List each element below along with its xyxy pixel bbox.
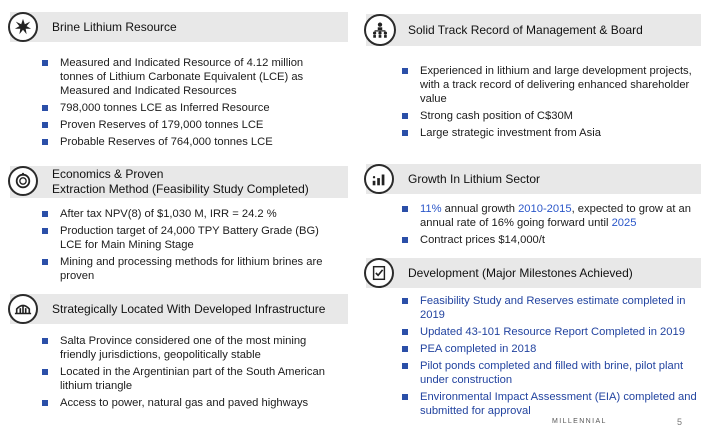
section-header-development (366, 258, 701, 288)
growth-percent: 11% (420, 203, 442, 215)
economics-bullets (38, 207, 343, 286)
section-title: Solid Track Record of Management & Board (408, 22, 643, 37)
list-item: Access to power, natural gas and paved highways (38, 396, 343, 410)
list-item (398, 202, 708, 230)
list-item: Production target of 24,000 TPY Battery Grade (BG) LCE for Main Mining Stage (38, 224, 343, 252)
list-item: Salta Province considered one of the most mining friendly jurisdictions, geopolitically stable (38, 334, 343, 362)
page-number: 5 (677, 417, 683, 427)
list-item: PEA completed in 2018 (398, 342, 703, 356)
section-title: Economics & Proven (52, 167, 164, 181)
section-title: Brine Lithium Resource (52, 19, 177, 34)
list-item: 798,000 tonnes LCE as Inferred Resource (38, 101, 338, 115)
section-header-track-record (366, 14, 701, 46)
coin-icon (8, 166, 38, 196)
section-header-brine (10, 12, 348, 42)
growth-text: annual growth (441, 203, 519, 215)
section-header-growth (366, 164, 701, 194)
growth-chart-icon (364, 164, 394, 194)
brine-bullets (38, 56, 338, 152)
list-item: After tax NPV(8) of $1,030 M, IRR = 24.2 % (38, 207, 343, 221)
growth-end-year: 2025 (611, 217, 637, 230)
list-item: Located in the Argentinian part of the South American lithium triangle (38, 365, 343, 393)
bridge-icon (8, 294, 38, 324)
list-item: Contract prices $14,000/t (398, 233, 708, 247)
list-item: Measured and Indicated Resource of 4.12 million tonnes of Lithium Carbonate Equivalent (LCE) as Measured and Indicated Resources (38, 56, 338, 99)
list-item: Probable Reserves of 764,000 tonnes LCE (38, 135, 338, 149)
list-item: Environmental Impact Assessment (EIA) completed and submitted for approval (398, 390, 703, 418)
company-logo: MILLENNIAL (552, 418, 607, 425)
section-subtitle: Extraction Method (Feasibility Study Completed) (52, 182, 309, 196)
growth-bullets (398, 202, 708, 250)
track-bullets (398, 64, 703, 143)
growth-text: , expected to grow at an annual rate of 16% going forward until (420, 203, 691, 230)
section-title: Growth In Lithium Sector (408, 171, 541, 186)
list-item: Updated 43-101 Resource Report Completed in 2019 (398, 325, 703, 339)
list-item: Feasibility Study and Reserves estimate completed in 2019 (398, 294, 703, 322)
list-item: Mining and processing methods for lithium brines are proven (38, 255, 343, 283)
section-header-economics (10, 166, 348, 198)
explosion-icon (8, 12, 38, 42)
list-item: Proven Reserves of 179,000 tonnes LCE (38, 118, 338, 132)
section-title: Development (Major Milestones Achieved) (408, 265, 633, 280)
list-item: Strong cash position of C$30M (398, 109, 703, 123)
checklist-icon (364, 258, 394, 288)
list-item: Pilot ponds completed and filled with brine, pilot plant under construction (398, 359, 703, 387)
location-bullets (38, 334, 343, 413)
list-item: Large strategic investment from Asia (398, 126, 703, 140)
list-item: Experienced in lithium and large development projects, with a track record of delivering enhanced shareholder value (398, 64, 703, 107)
section-title: Strategically Located With Developed Infrastructure (52, 301, 326, 316)
growth-years: 2010-2015 (518, 203, 572, 215)
section-header-location (10, 294, 348, 324)
organization-icon (364, 14, 396, 46)
development-bullets (398, 294, 703, 421)
